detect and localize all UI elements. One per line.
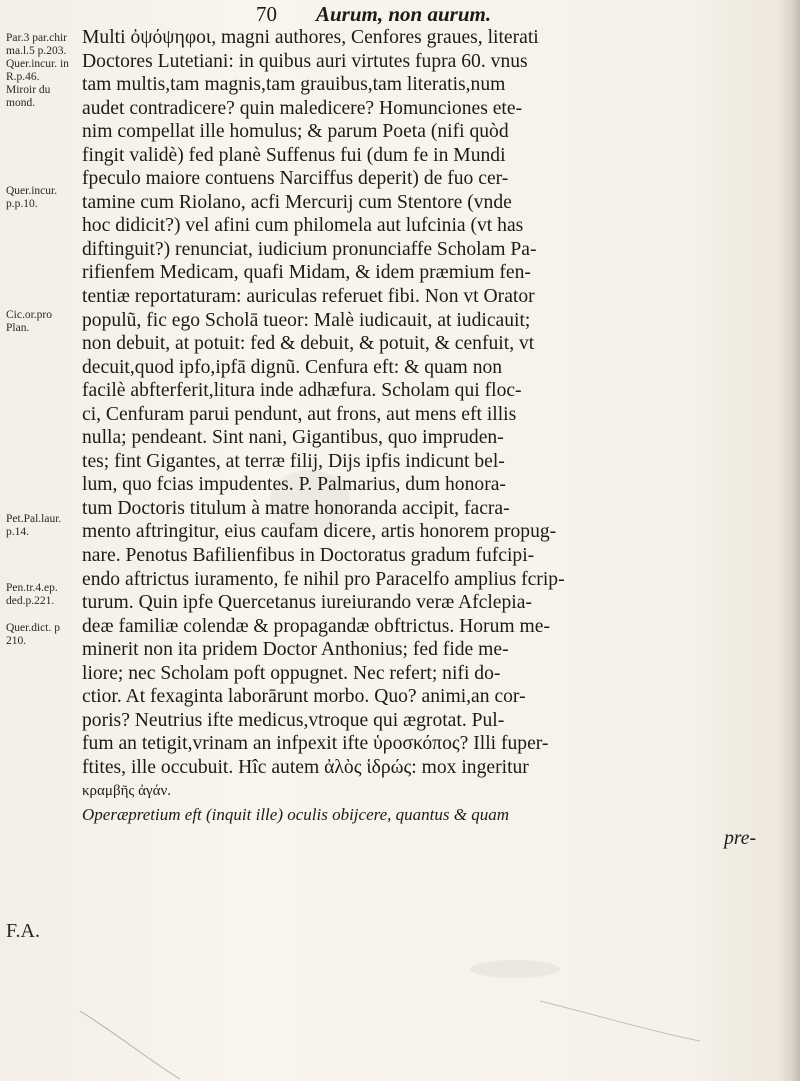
text-line: fum an tetigit,vrinam an infpexit ifte ὑροσκόπος? Illi fuper- — [82, 733, 549, 755]
text-line: mento aftringitur, eius caufam dicere, artis honorem propug- — [82, 521, 557, 543]
text-line: tamine cum Riolano, acfi Mercurij cum Stentore (vnde — [82, 191, 512, 213]
margin-note: Par.3 par.chir ma.l.5 p.203. Quer.incur. in R.p.46. Miroir du mond. — [6, 32, 69, 109]
running-title: Aurum, non aurum. — [316, 2, 492, 26]
text-line: fingit validè) fed planè Suffenus fui (dum fe in Mundi — [82, 144, 506, 166]
text-line: endo aftrictus iuramento, fe nihil pro Paracelfo amplius fcrip- — [82, 568, 565, 590]
text-line: turum. Quin ipfe Quercetanus iureiurando veræ Afclepia- — [82, 592, 532, 614]
text-line: ftites, ille occubuit. Hîc autem ἀλὸς ἱδρώς: mox ingeritur — [82, 756, 529, 778]
body-text — [82, 26, 756, 850]
text-line: tentiæ reportaturam: auriculas referuet fibi. Non vt Orator — [82, 286, 535, 308]
margin-note: Quer.incur. p.p.10. — [6, 185, 58, 210]
text-line: fpeculo maiore contuens Narciffus deperit) de fuo cer- — [82, 168, 509, 190]
text-line: diftinguit?) renunciat, iudicium pronunciaffe Scholam Pa- — [82, 238, 537, 260]
margin-note: Cic.or.pro Plan. — [6, 309, 52, 334]
text-line: tam multis,tam magnis,tam grauibus,tam literatis,num — [82, 74, 506, 96]
text-line: nulla; pendeant. Sint nani, Gigantibus, quo impruden- — [82, 427, 504, 449]
margin-note: Quer.dict. p 210. — [6, 622, 60, 647]
text-line: hoc didicit?) vel afini cum philomela aut lufcinia (vt has — [82, 215, 524, 237]
text-line: tes; fint Gigantes, at terræ filij, Dijs ipfis indicunt bel- — [82, 450, 505, 472]
text-line: tum Doctoris titulum à matre honoranda accipit, facra- — [82, 497, 510, 519]
text-line: Multi ὀψόψηφοι, magni authores, Cenfores graues, literati — [82, 27, 539, 48]
text-line: minerit non ita pridem Doctor Anthonius; fed fide me- — [82, 639, 509, 661]
text-line: lum, quo fcias impudentes. P. Palmarius, dum honora- — [82, 474, 506, 496]
text-line: nare. Penotus Bafilienfibus in Doctoratus gradum fufcipi- — [82, 545, 535, 567]
margin-note: Pen.tr.4.ep. ded.p.221. — [6, 582, 58, 607]
margin-note: Pet.Pal.laur. p.14. — [6, 513, 62, 538]
text-line: deæ familiæ colendæ & propagandæ obftrictus. Horum me- — [82, 615, 550, 637]
text-line: poris? Neutrius ifte medicus,vtroque qui ægrotat. Pul- — [82, 709, 505, 731]
text-line: Doctores Lutetiani: in quibus auri virtutes fupra 60. vnus — [82, 50, 528, 72]
text-line: decuit,quod ipfo,ipfā dignũ. Cenfura eft: & quam non — [82, 356, 503, 378]
text-line: non debuit, at potuit: fed & debuit, & potuit, & cenfuit, vt — [82, 333, 535, 355]
page-edge-shadow — [778, 0, 800, 1081]
text-line: κραμβῆς ἀγάν. — [82, 782, 171, 799]
pencil-scribble — [0, 981, 800, 1081]
text-line: audet contradicere? quin maledicere? Homunciones ete- — [82, 97, 523, 119]
text-line: liore; nec Scholam poft oppugnet. Nec refert; nifi do- — [82, 662, 501, 684]
text-line: rifienfem Medicam, quafi Midam, & idem præmium fen- — [82, 262, 531, 284]
text-line: populũ, fic ego Scholā tueor: Malè iudicauit, at iudicauit; — [82, 309, 531, 331]
text-line: ci, Cenfuram parui pendunt, aut frons, aut mens eft illis — [82, 403, 517, 425]
text-line: ctior. At fexaginta laborārunt morbo. Quo? animi,an cor- — [82, 686, 526, 708]
page-number: 70 — [256, 2, 277, 26]
text-line: nim compellat ille homulus; & parum Poeta (nifi quòd — [82, 121, 509, 143]
text-line: facilè abfterferit,litura inde adhæfura. Scholam qui floc- — [82, 380, 522, 402]
text-line: Operæpretium eft (inquit ille) oculis obijcere, quantus & quam — [82, 805, 509, 825]
catchword: pre- — [724, 827, 756, 849]
paper-stain — [470, 960, 560, 978]
margin-note: F.A. — [6, 920, 40, 942]
